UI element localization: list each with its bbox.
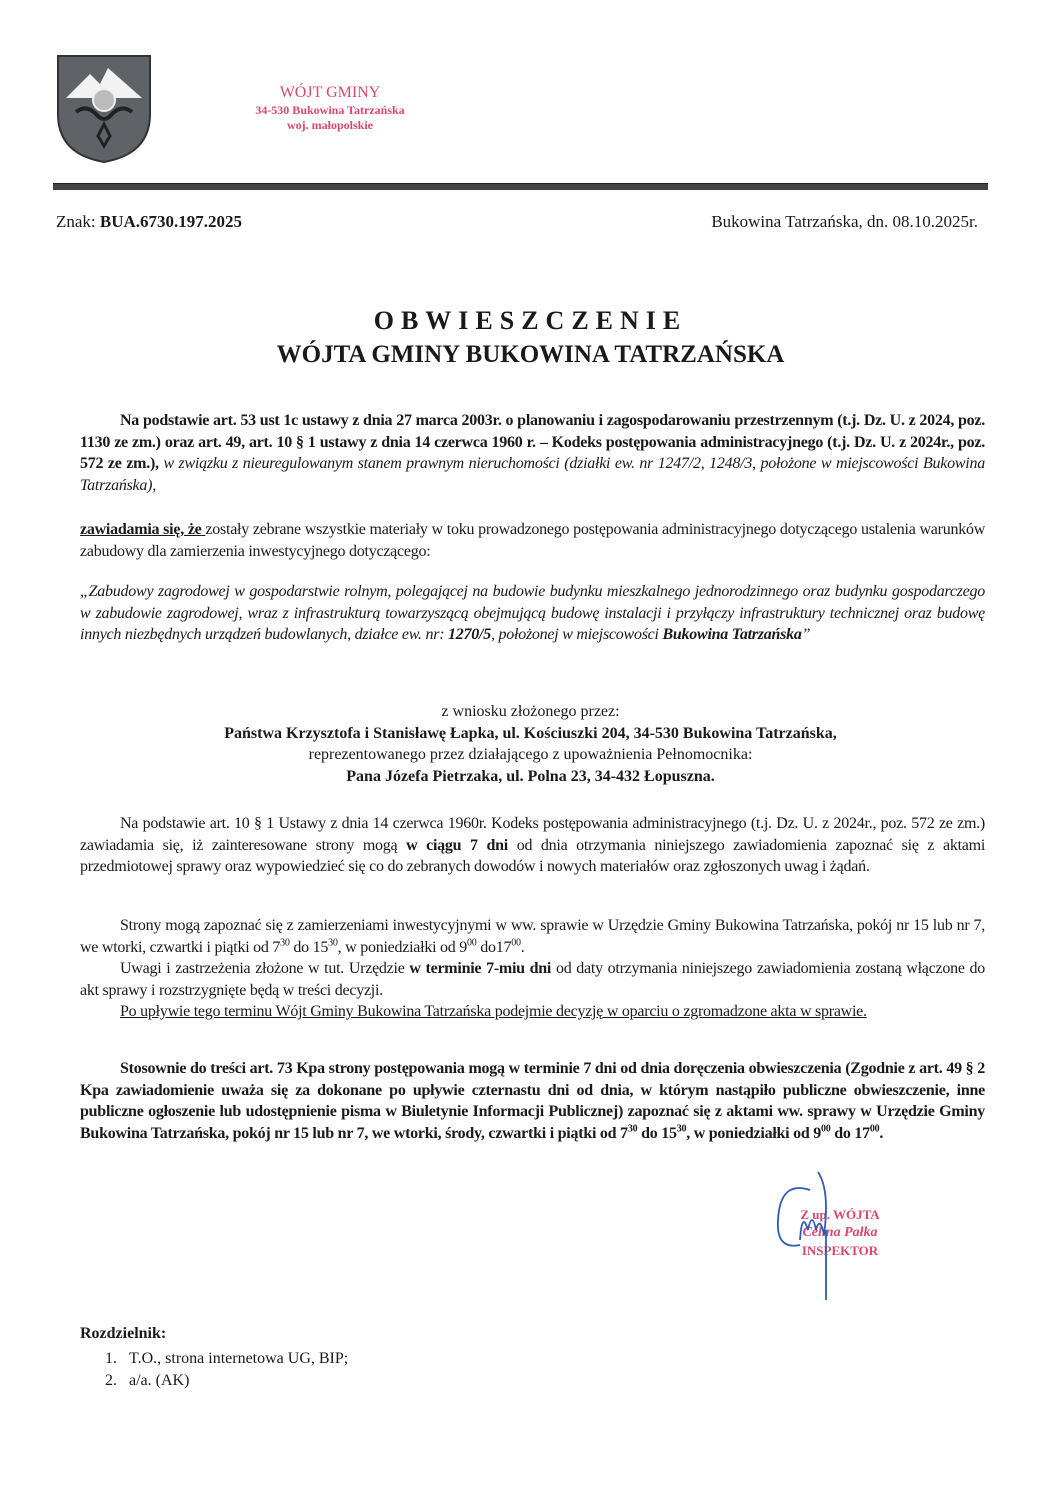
art-73-paragraph bbox=[80, 1058, 985, 1144]
distribution-label: Rozdzielnik: bbox=[80, 1325, 167, 1342]
coat-of-arms-logo bbox=[56, 54, 152, 164]
review-right-paragraph bbox=[80, 813, 985, 878]
remarks-paragraph bbox=[80, 958, 985, 1001]
text-segment: 1. bbox=[105, 1350, 117, 1367]
text-segment: INSPEKTOR bbox=[801, 1243, 879, 1258]
text-segment: ” bbox=[801, 626, 811, 643]
text-segment: Strony mogą zapoznać się z zamierzeniami inwestycyjnymi w ww. sprawie w Urzędzie Gminy Bukowina Tatrzańska, pokój nr 15 lub nr 7, we wtorki, czwartki i piątki od 7 bbox=[80, 917, 985, 956]
text-segment: Z up. WÓJTA bbox=[800, 1207, 880, 1222]
text-segment: Celina Pałka bbox=[802, 1225, 878, 1240]
list-item bbox=[105, 1370, 348, 1392]
text-segment: w terminie 7-miu dni bbox=[409, 960, 552, 977]
text-segment: BUA.6730.197.2025 bbox=[99, 212, 243, 231]
text-segment: 00 bbox=[511, 937, 521, 949]
legal-basis-paragraph bbox=[80, 410, 985, 496]
text-segment: . bbox=[879, 1124, 884, 1142]
text-segment: Na podstawie art. 10 § 1 Ustawy z dnia 14 czerwca 1960r. Kodeks postępowania administracyjnego (t.j. Dz. U. z 2024r., poz. 572 ze zm.) zawiadamia się, iż zainteresowane strony mogą bbox=[80, 815, 985, 854]
text-segment: Bukowina Tatrzańska bbox=[662, 626, 802, 643]
document-subtitle: WÓJTA GMINY BUKOWINA TATRZAŃSKA bbox=[276, 341, 785, 368]
place-date: Bukowina Tatrzańska, dn. 08.10.2025r. bbox=[711, 212, 978, 231]
reference-number bbox=[56, 212, 242, 232]
text-segment: Pana Józefa Pietrzaka, ul. Polna 23, 34-432 Łopuszna. bbox=[346, 767, 715, 785]
header-divider bbox=[53, 183, 988, 190]
text-segment: , w poniedziałki od 9 bbox=[337, 938, 468, 956]
text-segment: a/a. (AK) bbox=[129, 1372, 190, 1389]
letterhead-address: 34-530 Bukowina Tatrzańska bbox=[255, 103, 405, 117]
text-segment: , w poniedziałki od 9 bbox=[686, 1124, 821, 1142]
text-segment: zawiadamia się, że bbox=[80, 521, 206, 538]
text-segment: 1270/5 bbox=[448, 626, 491, 643]
text-segment: 30 bbox=[627, 1123, 638, 1135]
text-segment: w związku z nieuregulowanym stanem prawnym nieruchomości (działki ew. nr 1247/2, 1248/3, położone w miejscowości Bukowina Tatrzańska), bbox=[80, 455, 985, 494]
decision-paragraph: Po upływie tego terminu Wójt Gminy Bukowina Tatrzańska podejmie decyzję w oparciu o zgromadzone akta w sprawie. bbox=[120, 1003, 867, 1020]
text-segment: 00 bbox=[869, 1123, 880, 1135]
text-segment: 2. bbox=[105, 1372, 117, 1389]
text-segment: Uwagi i zastrzeżenia złożone w tut. Urzędzie bbox=[120, 960, 410, 977]
text-segment: Znak: bbox=[56, 212, 100, 231]
text-segment: 00 bbox=[467, 937, 477, 949]
document-title: OBWIESZCZENIE bbox=[373, 306, 688, 335]
text-segment: . bbox=[520, 938, 525, 956]
applicant-block bbox=[0, 701, 1061, 787]
text-segment: 00 bbox=[821, 1123, 831, 1135]
text-segment: Stosownie do treści art. 73 Kpa strony postępowania mogą w terminie 7 dni od dnia doręczenia obwieszczenia (Zgodnie z art. 49 § 2 Kpa zawiadomienie uważa się za dokonane po upływie czternastu dni od dnia, w którym nastąpiło publiczne obwieszczenie, inne publiczne ogłoszenie lub udostępnienie pisma w Biuletynie Informacji Publicznej) zapoznać się z aktami ww. sprawy w Urzędzie Gminy Bukowina Tatrzańska, pokój nr 15 lub nr 7, we wtorki, środy, czwartki i piątki od 7 bbox=[80, 1060, 985, 1142]
letterhead-title: WÓJT GMINY bbox=[279, 84, 381, 101]
notice-paragraph bbox=[80, 519, 985, 562]
investment-description bbox=[80, 581, 985, 646]
text-segment: Na podstawie art. 53 ust 1c ustawy z dnia 27 marca 2003r. o planowaniu i zagospodarowaniu przestrzennym (t.j. Dz. U. z 2024, poz. 1130 ze zm.) oraz art. 49, art. 10 § 1 ustawy z dnia 14 czerwca 1960 r. – Kodeks postępowania administracyjnego (t.j. Dz. U. z 2024r., poz. 572 ze zm.), bbox=[80, 412, 985, 472]
text-segment: do17 bbox=[476, 938, 512, 956]
text-segment: w ciągu 7 dni bbox=[406, 836, 508, 854]
text-segment: 30 bbox=[280, 937, 290, 949]
text-segment: do 15 bbox=[289, 938, 329, 956]
list-item bbox=[105, 1348, 348, 1370]
text-segment: do 17 bbox=[830, 1124, 870, 1142]
office-hours-paragraph bbox=[80, 915, 985, 958]
text-segment: 30 bbox=[676, 1123, 687, 1135]
text-segment: od daty otrzymania niniejszego zawiadomienia zostaną włączone do akt sprawy i rozstrzygnięte będą w treści decyzji. bbox=[80, 960, 986, 999]
handwritten-signature bbox=[770, 1170, 860, 1300]
text-segment: z wniosku złożonego przez: bbox=[441, 703, 620, 720]
text-segment: od dnia otrzymania niniejszego zawiadomienia zapoznać się z aktami przedmiotowej sprawy oraz wypowiedzieć się co do zebranych dowodów i nowych materiałów oraz zgłoszonych uwag i żądań. bbox=[80, 836, 986, 875]
text-segment: zostały zebrane wszystkie materiały w toku prowadzonego postępowania administracyjnego dotyczącego ustalenia warunków zabudowy dla zamierzenia inwestycyjnego dotyczącego: bbox=[80, 521, 985, 560]
distribution-list bbox=[105, 1348, 348, 1392]
text-segment: , położonej w miejscowości bbox=[491, 626, 663, 643]
text-segment: Państwa Krzysztofa i Stanisławę Łapka, ul. Kościuszki 204, 34-530 Bukowina Tatrzańska, bbox=[224, 724, 837, 742]
text-segment: T.O., strona internetowa UG, BIP; bbox=[129, 1350, 349, 1367]
text-segment: „Zabudowy zagrodowej w gospodarstwie rolnym, polegającej na budowie budynku mieszkalnego jednorodzinnego oraz budynku gospodarczego w zabudowie zagrodowej, wraz z infrastrukturą towarzyszącą obejmującą budowę instalacji i przyłączy infrastruktury technicznej oraz budowę innych niezbędnych urządzeń budowlanych, działce ew. nr: bbox=[80, 583, 985, 643]
text-segment: do 15 bbox=[637, 1124, 677, 1142]
text-segment: reprezentowanego przez działającego z upoważnienia Pełnomocnika: bbox=[308, 746, 753, 763]
text-segment: 30 bbox=[328, 937, 338, 949]
letterhead-region: woj. małopolskie bbox=[286, 118, 373, 132]
